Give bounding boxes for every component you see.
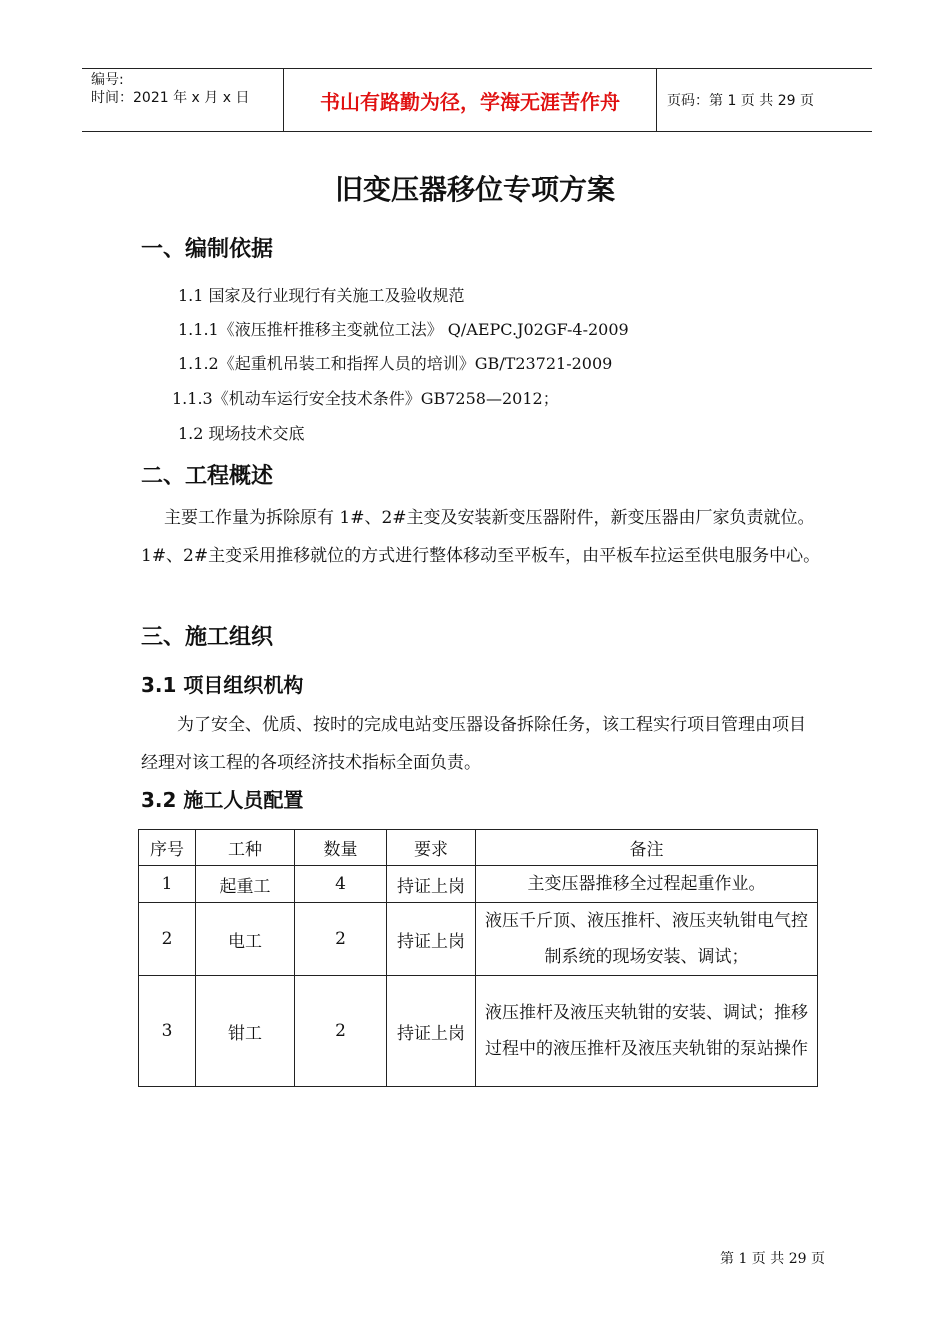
document-title: 旧变压器移位专项方案 — [334, 173, 615, 206]
header-motto: 书山有路勤为径，学海无涯苦作舟 — [284, 69, 657, 131]
staff-table — [138, 829, 818, 1087]
basis-line-1: 1.1 国家及行业现行有关施工及验收规范 — [178, 286, 465, 305]
cell-note: 主变压器推移全过程起重作业。 — [476, 866, 818, 903]
cell-qty: 2 — [295, 903, 387, 976]
cell-no: 2 — [139, 903, 196, 976]
subsection-3-1-heading: 3.1 项目组织机构 — [141, 673, 304, 697]
header-meta — [82, 69, 284, 131]
table-row — [139, 903, 818, 976]
cell-req: 持证上岗 — [387, 976, 476, 1087]
organization-paragraph: 为了安全、优质、按时的完成电站变压器设备拆除任务，该工程实行项目管理由项目经理对该工程的各项经济技术指标全面负责。 — [141, 715, 806, 773]
doc-time-label: 时间：2021 年 x 月 x 日 — [91, 90, 250, 106]
table-header-row — [139, 830, 818, 866]
cell-note: 液压千斤顶、液压推杆、液压夹轨钳电气控制系统的现场安装、调试； — [476, 903, 818, 976]
cell-type: 起重工 — [196, 866, 295, 903]
table-row — [139, 866, 818, 903]
col-header-req: 要求 — [387, 830, 476, 866]
col-header-no: 序号 — [139, 830, 196, 866]
header-page-info: 页码：第 1 页 共 29 页 — [667, 93, 814, 109]
section3-heading: 三、施工组织 — [141, 625, 274, 650]
cell-type: 电工 — [196, 903, 295, 976]
page-footer: 第 1 页 共 29 页 — [720, 1251, 825, 1267]
page-header — [82, 68, 872, 132]
cell-note: 液压推杆及液压夹轨钳的安装、调试；推移过程中的液压推杆及液压夹轨钳的泵站操作 — [476, 976, 818, 1087]
col-header-note: 备注 — [476, 830, 818, 866]
basis-line-2: 1.1.1《液压推杆推移主变就位工法》 Q/AEPC.J02GF-4-2009 — [178, 320, 629, 339]
section2-heading: 二、工程概述 — [141, 464, 274, 489]
basis-line-3: 1.1.2《起重机吊装工和指挥人员的培训》GB/T23721-2009 — [178, 354, 613, 373]
cell-no: 3 — [139, 976, 196, 1087]
section1-heading: 一、编制依据 — [141, 237, 274, 262]
cell-type: 钳工 — [196, 976, 295, 1087]
cell-req: 持证上岗 — [387, 866, 476, 903]
col-header-type: 工种 — [196, 830, 295, 866]
subsection-3-2-heading: 3.2 施工人员配置 — [141, 788, 304, 812]
cell-no: 1 — [139, 866, 196, 903]
cell-qty: 4 — [295, 866, 387, 903]
doc-number-label: 编号: — [91, 72, 124, 88]
col-header-qty: 数量 — [295, 830, 387, 866]
overview-paragraph: 主要工作量为拆除原有 1#、2#主变及安装新变压器附件，新变压器由厂家负责就位。1#、2#主变采用推移就位的方式进行整体移动至平板车，由平板车拉运至供电服务中心。 — [141, 508, 821, 566]
table-row — [139, 976, 818, 1087]
basis-line-5: 1.2 现场技术交底 — [178, 424, 305, 443]
cell-qty: 2 — [295, 976, 387, 1087]
cell-req: 持证上岗 — [387, 903, 476, 976]
basis-line-4: 1.1.3《机动车运行安全技术条件》GB7258—2012； — [172, 389, 559, 408]
